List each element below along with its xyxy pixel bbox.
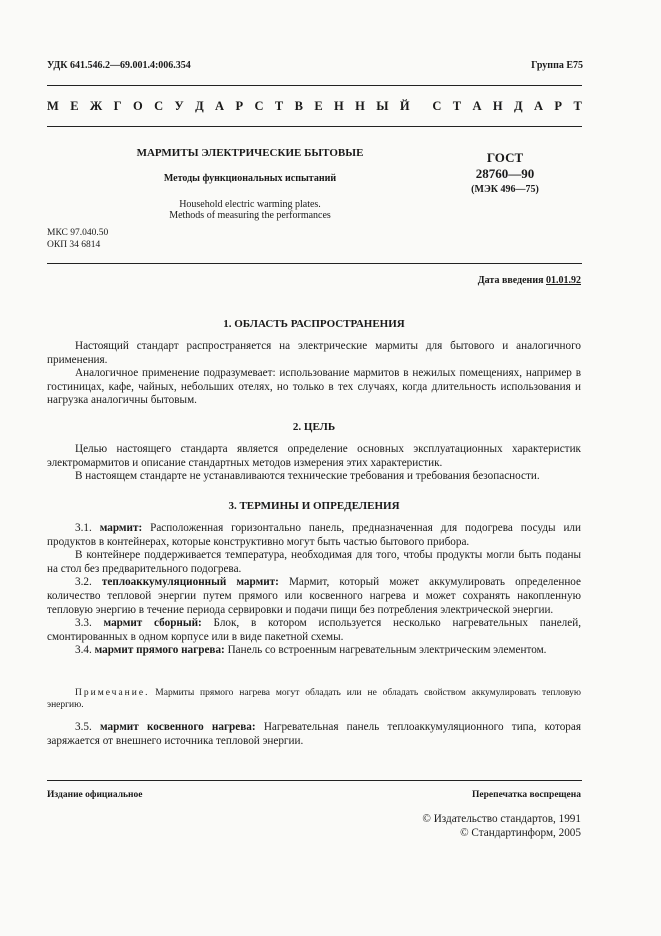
official-edition: Издание официальное [47,790,143,800]
definition-number: 3.5. [75,721,100,733]
note [47,687,581,711]
banner-letter: А [215,99,225,113]
definition-term: мармит прямого нагрева: [94,644,225,657]
effective-date [478,275,581,286]
codes-rule [47,263,582,264]
banner-letter: Д [195,99,204,113]
banner-letter: Т [274,99,284,113]
banner-letter: Д [514,99,523,113]
definition-3-1 [47,522,581,549]
banner-letter: Н [355,99,365,113]
banner-letter: Н [492,99,503,113]
banner-letter: Е [70,99,79,113]
banner-letter: Ж [89,99,103,113]
definition-number: 3.2. [75,576,102,589]
reprint-prohibited: Перепечатка воспрещена [471,790,581,800]
definition-term: мармит: [99,522,143,534]
definition-number: 3.1. [75,522,100,534]
banner-letter: О [132,99,143,113]
banner-letter: Т [452,99,462,113]
banner-letter: У [174,99,184,113]
mks-code: МКС 97.040.50 [47,228,109,238]
definition-3-3 [47,617,581,644]
copyright-1: © Издательство стандартов, 1991 [422,813,581,825]
definition-text: Блок, в котором используется несколько нагревательных панелей, смонтированных в одном корпусе или в виде пакетной схемы. [47,617,582,643]
banner-letter: Н [334,99,344,113]
definition-term: теплоаккумуляционный мармит: [101,576,279,589]
banner-letter: С [154,99,164,113]
okp-code: ОКП 34 6814 [47,240,101,250]
banner-rule [47,126,582,127]
definition-3-4 [47,644,581,658]
english-title-line2: Methods of measuring the performances [169,210,331,221]
banner-letter: В [294,99,303,113]
section-1-body [47,340,581,408]
footer-rule [47,780,582,781]
banner-letter: Й [399,99,410,113]
document-subtitle: Методы функциональных испытаний [163,173,337,184]
english-title-line1: Household electric warming plates. [179,199,321,210]
definition-term: мармит сборный: [103,617,202,630]
banner-letter: А [534,99,544,113]
section-1-heading: 1. ОБЛАСТЬ РАСПРОСТРАНЕНИЯ [223,318,405,330]
definition-term: мармит косвенного нагрева: [100,721,256,733]
iec-reference: (МЭК 496—75) [471,184,539,195]
note-text: Мармиты прямого нагрева могут обладать или не обладать свойством аккумулировать тепловую энергию. [47,688,581,710]
note-paragraph [47,687,581,711]
banner-letter: М [47,99,59,113]
section-3-body [47,522,581,658]
effective-date-value: 01.01.92 [546,275,581,286]
definition-number: 3.4. [75,644,95,657]
definition-3-2 [47,576,581,617]
definition-text: Расположенная горизонтально панель, предназначенная для подогрева посуды или продуктов в контейнерах, которые конструктивно могут быть частью бытового прибора. [47,522,582,548]
banner-letter: Р [235,99,244,113]
gost-label: ГОСТ [486,150,524,165]
interstate-standard-banner [47,99,582,114]
top-rule [47,85,582,86]
note-label: Примечание. [75,688,150,698]
section-3-heading: 3. ТЕРМИНЫ И ОПРЕДЕЛЕНИЯ [228,500,400,512]
banner-letter: Р [554,99,563,113]
paragraph: В настоящем стандарте не устанавливаются технические требования и требования безопасности. [75,470,540,483]
definition-number: 3.3. [75,617,104,630]
paragraph: Целью настоящего стандарта является определение основных эксплуатационных характеристик электромармитов и описание стандартных методов измерения этих характеристик. [47,443,581,469]
definition-text: Панель со встроенным нагревательным электрическим элементом. [224,644,547,657]
definition-3-5 [47,721,581,748]
document-title: МАРМИТЫ ЭЛЕКТРИЧЕСКИЕ БЫТОВЫЕ [136,147,364,159]
definition-text: Нагревательная панель теплоаккумуляционного типа, которая заряжается от внешнего источника тепловой энергии. [47,721,581,747]
banner-letter: Ы [376,99,389,113]
paragraph: Настоящий стандарт распространяется на электрические мармиты для бытового и аналогичного применения. [47,340,581,366]
paragraph: В контейнере поддерживается температура, необходимая для того, чтобы продукты могли быть поданы на стол без предварительного подогрева. [47,549,581,575]
group-code: Группа Е75 [531,60,583,71]
paragraph: Аналогичное применение подразумевает: использование мармитов в нежилых помещениях, например в гостиницах, кафе, чайных, небольших отелях, но только в тех случаях, когда длительность использования и нагрузка аналогичны бытовым. [47,367,581,407]
copyright-2: © Стандартинформ, 2005 [460,827,581,839]
definition-text: Мармит, который может аккумулировать определенное количество тепловой энергии путем прямого или косвенного нагрева и может сохранять накопленную тепловую энергию в течение периода сервировки и подачи пищи без потребления электрической энергии. [47,576,582,616]
gost-number: 28760—90 [475,166,535,181]
banner-letter: Е [314,99,323,113]
udk-code: УДК 641.546.2—69.001.4:006.354 [47,60,191,71]
section-2-body [47,443,581,484]
section-2-heading: 2. ЦЕЛЬ [292,421,336,433]
effective-date-label: Дата введения [477,275,546,286]
banner-letter: С [432,99,442,113]
banner-letter: С [254,99,264,113]
section-3-body-cont [47,721,581,748]
banner-letter: Т [573,99,582,113]
banner-letter: А [472,99,482,113]
banner-letter: Г [113,99,122,113]
